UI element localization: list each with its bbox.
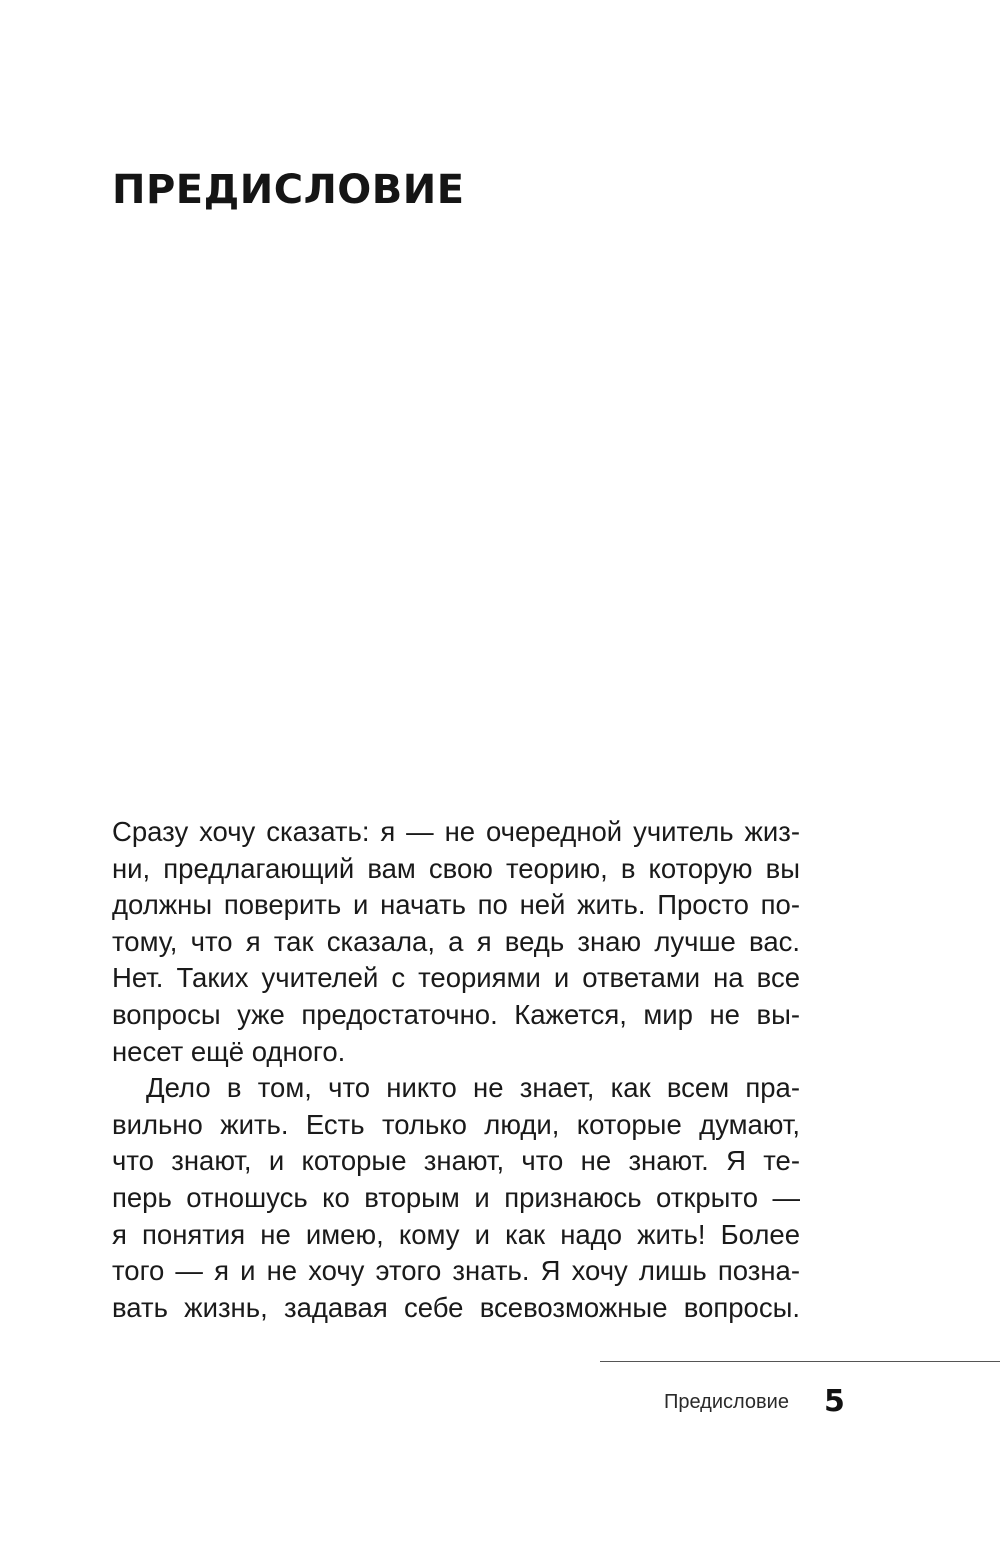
footer-divider [600, 1361, 1000, 1362]
text-line: Нет. Таких учителей с теориями и ответами на все [112, 962, 800, 994]
page-number: 5 [824, 1384, 845, 1419]
body-text [112, 814, 800, 1326]
paragraph-1 [112, 814, 800, 1070]
text-line: тому, что я так сказала, а я ведь знаю лучше вас. [112, 925, 800, 957]
text-line: что знают, и которые знают, что не знают. Я те- [112, 1145, 800, 1177]
text-line: перь отношусь ко вторым и признаюсь открыто — [112, 1181, 800, 1213]
text-line: ни, предлагающий вам свою теорию, в которую вы [112, 852, 800, 884]
text-line: вопросы уже предостаточно. Кажется, мир не вы- [112, 998, 800, 1030]
paragraph-2 [112, 1070, 800, 1326]
text-line: Сразу хочу сказать: я — не очередной учитель жиз- [112, 816, 800, 847]
text-line: должны поверить и начать по ней жить. Просто по- [112, 889, 800, 921]
text-line: вильно жить. Есть только люди, которые думают, [112, 1108, 800, 1140]
text-line: несет ещё одного. [112, 1035, 346, 1067]
text-line: Дело в том, что никто не знает, как всем пра- [146, 1072, 800, 1104]
running-head: Предисловие [664, 1391, 789, 1413]
text-line: того — я и не хочу этого знать. Я хочу лишь позна- [112, 1255, 800, 1287]
chapter-title: ПРЕДИСЛОВИЕ [112, 167, 465, 213]
text-line: вать жизнь, задавая себе всевозможные вопросы. [112, 1291, 800, 1323]
text-line: я понятия не имею, кому и как надо жить! Более [112, 1218, 800, 1250]
